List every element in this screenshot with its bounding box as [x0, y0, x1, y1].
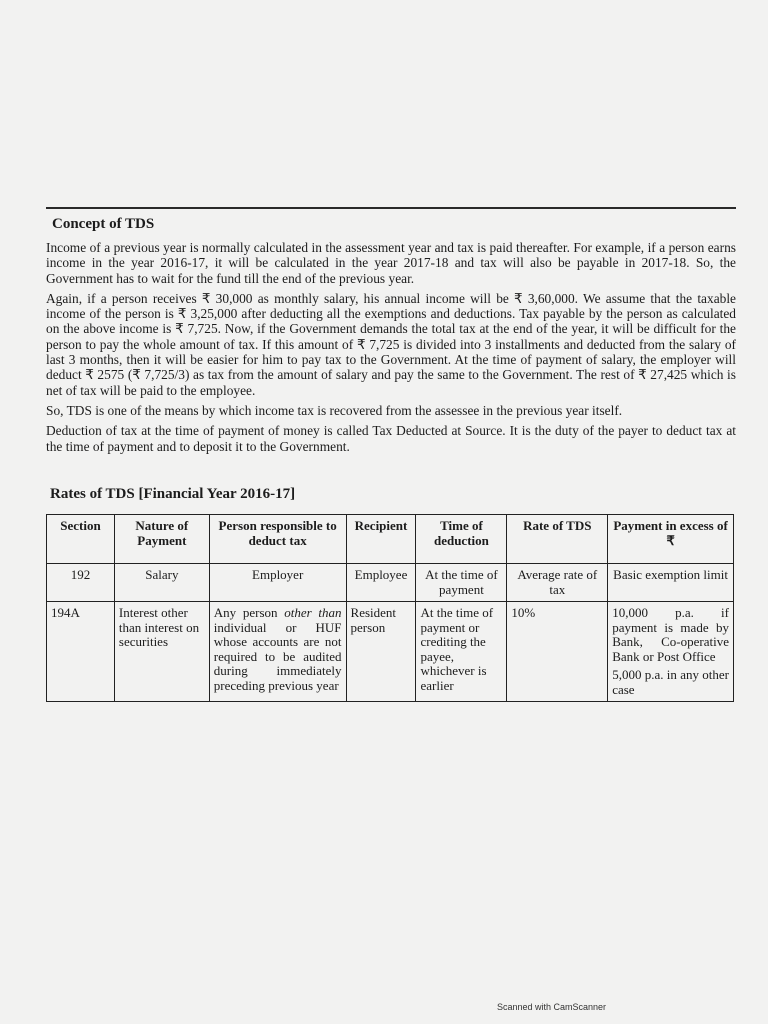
cell-excess [608, 602, 734, 702]
excess-line-2: 5,000 p.a. in any other case [612, 667, 729, 697]
person-suffix: individual or HUF whose accounts are not required to be audited during immediately preceding previous year [213, 619, 342, 693]
header-person: Person responsible to deduct tax [209, 515, 346, 564]
person-prefix: Any person [213, 605, 278, 620]
table-title: Rates of TDS [Financial Year 2016-17] [50, 486, 296, 502]
cell-time: At the time of payment [416, 564, 507, 602]
section-title: Concept of TDS [52, 216, 155, 232]
paragraph-3: So, TDS is one of the means by which income tax is recovered from the assessee in the previous year itself. [46, 402, 623, 418]
header-nature: Nature of Payment [114, 515, 209, 564]
cell-nature: Salary [114, 564, 209, 602]
cell-section: 194A [47, 602, 115, 702]
table-header-row [47, 515, 734, 564]
top-rule [46, 207, 736, 209]
cell-person: Employer [209, 564, 346, 602]
cell-recipient: Employee [346, 564, 416, 602]
paragraph-2: Again, if a person receives ₹ 30,000 as monthly salary, his annual income will be ₹ 3,60,000. We assume that the taxable income of the person is ₹ 3,25,000 after deducting all the exemptions and deductions. Tax payable by the person as calculated on the above income is ₹ 7,725. Now, if the Government demands the total tax at the end of the year, it will be difficult for the person to pay the whole amount of tax. If this amount of ₹ 7,725 is divided into 3 installments and deducted from the salary of last 3 months, then it will be easier for him to pay tax to the Government. At the time of payment of salary, the employer will deduct ₹ 2575 (₹ 7,725/3) as tax from the amount of salary and pay the same to the Government. The rest of ₹ 27,425 which is net of tax will be paid to the employee. [46, 290, 736, 398]
cell-recipient: Resident person [346, 602, 416, 702]
cell-rate: 10% [507, 602, 608, 702]
cell-person [209, 602, 346, 702]
cell-time: At the time of payment or crediting the payee, whichever is earlier [416, 602, 507, 702]
header-time: Time of deduction [416, 515, 507, 564]
cell-nature: Interest other than interest on securities [114, 602, 209, 702]
excess-line-1: 10,000 p.a. if payment is made by Bank, Co-operative Bank or Post Office [612, 605, 729, 664]
cell-section: 192 [47, 564, 115, 602]
body-text [46, 240, 736, 459]
header-recipient: Recipient [346, 515, 416, 564]
paragraph-4: Deduction of tax at the time of payment of money is called Tax Deducted at Source. It is the duty of the payer to deduct tax at the time of payment and to deposit it to the Government. [46, 423, 736, 454]
table-row [47, 602, 734, 702]
header-rate: Rate of TDS [507, 515, 608, 564]
scanner-watermark: Scanned with CamScanner [497, 1002, 607, 1012]
header-section: Section [47, 515, 115, 564]
person-italic: other than [284, 605, 342, 620]
cell-excess: Basic exemption limit [608, 564, 734, 602]
cell-rate: Average rate of tax [507, 564, 608, 602]
header-excess: Payment in excess of ₹ [608, 515, 734, 564]
tds-rates-table [46, 514, 734, 702]
paragraph-1: Income of a previous year is normally calculated in the assessment year and tax is paid thereafter. For example, if a person earns income in the year 2016-17, it will be calculated in the year 2017-18 and tax will also be payable in 2017-18. So, the Government has to wait for the fund till the end of the previous year. [46, 240, 736, 286]
table-row [47, 564, 734, 602]
